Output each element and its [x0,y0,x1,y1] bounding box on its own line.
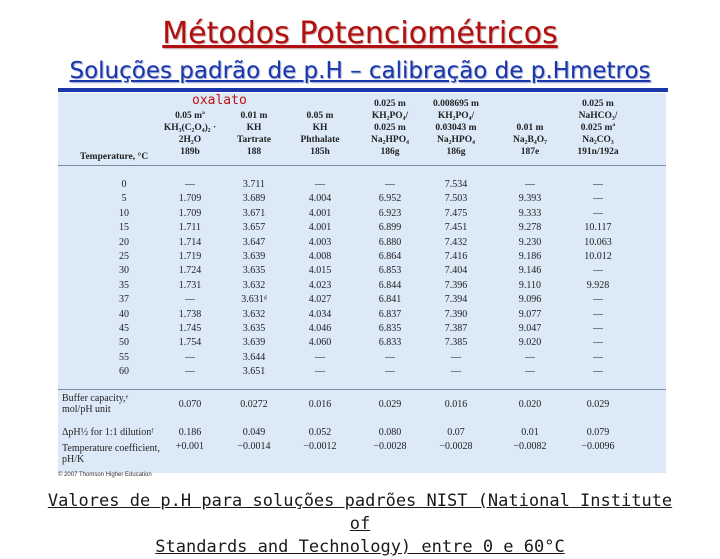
footer-value-cell: 0.070 [178,399,202,410]
ph-value-cell: 3.632 [242,279,266,291]
column-header-line: 191n/192a [577,147,619,157]
ph-value-cell: 9.077 [518,308,542,320]
column-header-line: 0.025 mª [580,123,616,133]
footer-value-cell: −0.0096 [581,441,615,452]
ph-value-cell: 9.278 [518,222,542,234]
column-header-line: Na₂CO₃ [582,135,614,145]
ph-value-cell: 7.385 [444,337,468,349]
ph-value-cell: — [385,179,395,190]
ph-value-cell: 6.864 [378,251,402,262]
ph-value-cell: 7.534 [444,179,468,190]
ph-value-cell: 3.651 [242,366,266,378]
ph-value-cell: 9.110 [518,279,542,291]
ph-value-cell: — [593,308,603,320]
ph-value-cell: 7.451 [444,222,468,234]
footer-value-cell: −0.0028 [439,441,473,452]
ph-value-cell: 1.711 [178,222,202,234]
footer-value-cell: 0.049 [242,427,266,438]
ph-value-cell: — [593,265,603,277]
ph-value-cell: 10.063 [584,236,612,248]
ph-value-cell: 9.096 [518,294,542,306]
footer-value-cell: 0.052 [308,427,332,438]
ph-value-cell: 3.632 [242,308,266,320]
temperature-cell: 30 [119,265,129,277]
ph-value-cell: 9.333 [518,207,542,219]
ph-value-cell: — [593,294,603,306]
temperature-cell: 5 [121,193,127,205]
column-header-line: 0.01 m [240,111,268,121]
ph-value-cell: 3.639 [242,251,266,262]
ph-value-cell: 1.738 [178,308,202,320]
ph-value-cell: 10.117 [584,222,612,234]
ph-value-cell: 9.928 [586,279,610,291]
ph-value-cell: 9.230 [518,236,542,248]
ph-value-cell: 10.012 [584,251,612,262]
column-header-line: 0.025 m [374,123,406,133]
ph-value-cell: — [593,179,603,190]
ph-value-cell: 6.899 [378,222,402,234]
ph-value-cell: 1.714 [178,236,202,248]
ph-value-cell: 4.034 [308,308,332,320]
column-header-line: 0.025 m [374,99,406,109]
temperature-cell: 50 [119,337,129,349]
ph-value-cell: 4.015 [308,265,332,277]
slide-subtitle: Soluções padrão de p.H – calibração de p.Hmetros [69,58,651,84]
ph-value-cell: 7.390 [444,308,468,320]
ph-value-cell: 4.001 [308,207,332,219]
temperature-cell: 55 [119,351,129,363]
ph-value-cell: — [593,366,603,378]
column-header-line: 0.05 m [306,111,334,121]
ph-value-cell: 6.833 [378,337,402,349]
temperature-cell: 60 [119,366,129,378]
ph-value-cell: 1.709 [178,207,202,219]
ph-value-cell: 3.631ᵈ [241,294,267,306]
ph-value-cell: — [185,366,195,378]
footer-row-label: Temperature coefficient, pH/K [62,443,160,465]
column-header-line: 0.01 m [516,123,544,133]
column-header-line: 189b [180,147,200,157]
footer-value-cell: 0.029 [378,399,402,410]
footer-value-cell: 0.07 [447,427,465,438]
column-header-line: 0.03043 m [435,123,477,133]
copyright-note: © 2007 Thomson Higher Education [58,472,152,478]
caption-line-2: Standards and Technology) entre 0 e 60°C [155,537,565,557]
ph-value-cell: 3.647 [242,236,266,248]
column-header-line: KH₂PO₄/ [437,111,475,121]
ph-value-cell: 3.657 [242,222,266,234]
ph-value-cell: 4.008 [308,251,332,262]
temperature-cell: 15 [119,222,129,234]
footer-value-cell: 0.080 [378,427,402,438]
column-header-line: KH [312,123,328,133]
footer-divider [58,389,666,390]
ph-value-cell: 7.503 [444,193,468,205]
ph-value-cell: 1.724 [178,265,202,277]
ph-value-cell: 3.671 [242,207,266,219]
ph-value-cell: 1.745 [178,323,202,334]
ph-value-cell: 4.060 [308,337,332,349]
row-header-label: Temperature, °C [80,152,149,162]
ph-value-cell: 4.027 [308,294,332,306]
temperature-cell: 35 [119,279,129,291]
ph-value-cell: 3.635 [242,323,266,334]
ph-value-cell: 6.880 [378,236,402,248]
footer-value-cell: −0.0014 [237,441,271,452]
column-header-line: 0.05 mª [175,111,205,121]
ph-value-cell: — [593,337,603,349]
ph-value-cell: 4.004 [308,193,332,205]
ph-value-cell: 1.754 [178,337,202,349]
ph-standards-table [58,93,666,473]
footer-row-label: ΔpH½ for 1:1 dilutionᶠ [62,427,154,438]
ph-value-cell: 9.146 [518,265,542,277]
subtitle-underline-bar [58,88,668,92]
ph-value-cell: 1.719 [178,251,202,262]
column-header-line: KH₂PO₄/ [371,111,409,121]
footer-value-cell: 0.029 [586,399,610,410]
ph-value-cell: — [185,179,195,190]
column-header-line: KH₃(C₂O₄)₂ · [163,123,217,133]
ph-value-cell: 7.432 [444,236,468,248]
ph-value-cell: — [315,179,325,190]
caption-line-1: Valores de p.H para soluções padrões NIST (National Institute of [47,491,673,534]
column-header-line: Tartrate [237,135,271,145]
footer-value-cell: −0.0082 [513,441,547,452]
slide-title: Métodos Potenciométricos [162,16,558,51]
ph-value-cell: — [451,351,461,363]
ph-value-cell: 4.046 [308,323,332,334]
ph-value-cell: 7.404 [444,265,468,277]
ph-value-cell: — [593,323,603,334]
column-header-line: 185h [310,147,330,157]
ph-value-cell: 6.923 [378,207,402,219]
ph-value-cell: — [593,193,603,205]
ph-value-cell: 6.853 [378,265,402,277]
footer-value-cell: 0.079 [586,427,610,438]
ph-value-cell: — [593,351,603,363]
ph-value-cell: 4.001 [308,222,332,234]
footer-value-cell: −0.0028 [373,441,407,452]
temperature-cell: 10 [119,207,129,219]
ph-value-cell: 7.387 [444,323,468,334]
ph-value-cell: 9.393 [518,193,542,205]
footer-value-cell: 0.020 [518,399,542,410]
ph-value-cell: — [315,351,325,363]
column-header-line: 0.025 m [582,99,614,109]
column-header-line: KH [246,123,262,133]
column-header-line: 0.008695 m [433,99,479,109]
column-header-line: 2H₂O [178,135,202,145]
ph-value-cell: — [385,351,395,363]
ph-value-cell: 1.731 [178,279,202,291]
footer-value-cell: 0.0272 [240,399,268,410]
ph-value-cell: — [315,366,325,378]
ph-value-cell: — [525,179,535,190]
ph-value-cell: 3.635 [242,265,266,277]
ph-value-cell: 9.020 [518,337,542,349]
ph-value-cell: — [185,351,195,363]
temperature-cell: 37 [119,294,129,306]
column-header-line: Phthalate [300,135,340,145]
ph-value-cell: — [185,294,195,306]
column-header-line: Na₂B₄O₇ [513,135,547,145]
column-header-line: 186g [446,147,466,157]
ph-value-cell: 7.396 [444,279,468,291]
ph-value-cell: 4.023 [308,279,332,291]
header-divider [58,165,666,166]
column-header-line: NaHCO₃/ [578,111,618,121]
column-header-line: Na₂HPO₄ [437,135,475,145]
column-header-line: 188 [246,147,262,157]
column-header-line: Na₂HPO₄ [371,135,409,145]
footer-row-label: Buffer capacity,ᵉ mol/pH unit [62,393,129,415]
ph-value-cell: — [525,366,535,378]
ph-value-cell: 3.639 [242,337,266,349]
slide-caption [40,490,680,559]
ph-value-cell: — [593,207,603,219]
temperature-cell: 20 [119,236,129,248]
ph-value-cell: 9.047 [518,323,542,334]
ph-value-cell: — [385,366,395,378]
column-header-line: 186g [380,147,400,157]
temperature-cell: 0 [121,179,127,190]
footer-value-cell: +0.001 [175,441,205,452]
ph-value-cell: 4.003 [308,236,332,248]
footer-value-cell: 0.016 [444,399,468,410]
ph-value-cell: — [525,351,535,363]
ph-value-cell: 6.835 [378,323,402,334]
ph-value-cell: 6.844 [378,279,402,291]
ph-value-cell: 7.475 [444,207,468,219]
ph-value-cell: 7.394 [444,294,468,306]
ph-value-cell: 3.711 [242,179,266,190]
footer-value-cell: −0.0012 [303,441,337,452]
ph-value-cell: 7.416 [444,251,468,262]
footer-value-cell: 0.186 [178,427,202,438]
ph-value-cell: 6.841 [378,294,402,306]
ph-value-cell: 6.952 [378,193,402,205]
ph-value-cell: 1.709 [178,193,202,205]
ph-value-cell: — [451,366,461,378]
ph-value-cell: 9.186 [518,251,542,262]
temperature-cell: 45 [119,323,129,334]
footer-value-cell: 0.016 [308,399,332,410]
ph-value-cell: 3.644 [242,351,266,363]
oxalato-annotation: oxalato [192,93,247,108]
ph-value-cell: 3.689 [242,193,266,205]
temperature-cell: 25 [119,251,129,262]
footer-value-cell: 0.01 [521,427,539,438]
column-header-line: 187e [520,147,540,157]
ph-value-cell: 6.837 [378,308,402,320]
temperature-cell: 40 [119,308,129,320]
